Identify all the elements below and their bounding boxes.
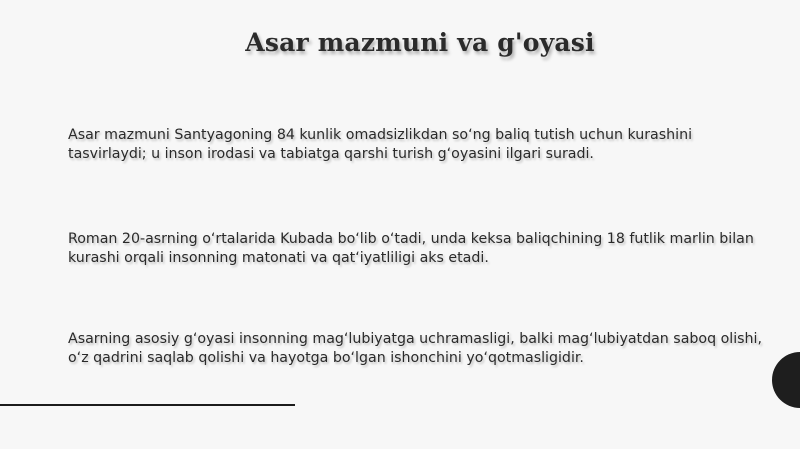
- paragraph-setting: Roman 20-asrning o‘rtalarida Kubada bo‘lib o‘tadi, unda keksa baliqchining 18 futlik marlin bilan kurashi orqali insonning matonati va qat‘iyatliligi aks etadi.: [68, 231, 754, 266]
- slide-title: Asar mazmuni va g'oyasi: [245, 28, 595, 57]
- paragraph-content: Asar mazmuni Santyagoning 84 kunlik omadsizlikdan so‘ng baliq tutish uchun kurashini tasvirlaydi; u inson irodasi va tabiatga qarshi turish g‘oyasini ilgari suradi.: [68, 127, 693, 162]
- decorative-divider-line: [0, 404, 295, 406]
- paragraph-main-idea: Asarning asosiy g‘oyasi insonning mag‘lubiyatga uchramasligi, balki mag‘lubiyatdan saboq olishi, o‘z qadrini saqlab qolishi va hayotga bo‘lgan ishonchini yo‘qotmasligidir.: [68, 331, 762, 366]
- decorative-circle: [772, 352, 800, 408]
